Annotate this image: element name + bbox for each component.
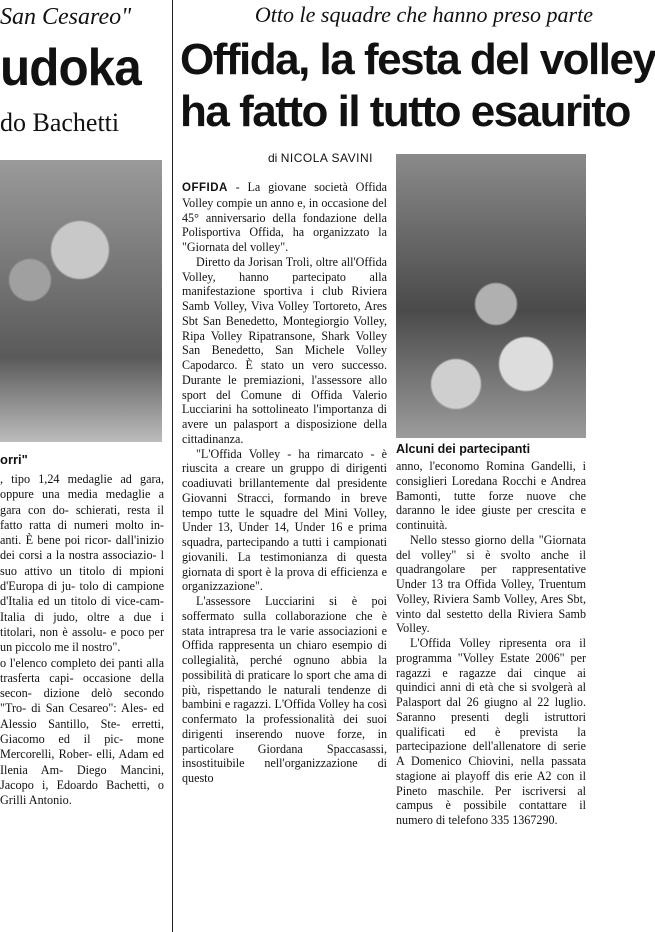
article-paragraph: Diretto da Jorisan Troli, oltre all'Offida Volley, hanno partecipato alla manifestazione sportiva i club Riviera Samb Volley, Viva Volley Tortoreto, Ares Sbt San Benedetto, Montegiorgio Volley, Ripa Volley Ripatransone, Shark Volley San Benedetto, San Michele Volley Capodarco. È stato un vero successo. Durante le premiazioni, l'assessore allo sport del Comune di Offida Valerio Lucciarini ha sottolineato l'importanza di avere un palasport a disposizione della cittadinanza. — [182, 254, 387, 446]
article-column-b — [396, 459, 586, 828]
article-paragraph: "L'Offida Volley - ha rimarcato - è riuscita a creare un gruppo di dirigenti coadiuvati brillantemente dal presidente Giovanni Stracci, formando in breve tempo tutte le squadre del Mini Volley, Under 13, Under 14, Under 16 e prima squadra, partecipando a tutti i campionati giovanili. La testimonianza di questa giornata di sport è la prova di efficienza e organizzazione". — [182, 446, 387, 594]
byline-author: NICOLA SAVINI — [280, 151, 373, 165]
article-kicker: Otto le squadre che hanno preso parte — [254, 2, 593, 27]
article-headline-line2: ha fatto il tutto esaurito — [180, 87, 630, 136]
article-headline-line1: Offida, la festa del volley — [180, 35, 655, 84]
left-article-paragraph: , tipo 1,24 medaglie ad gara, oppure una media medaglie a gara con do- schierati, resta il fatto ratta di numeri molto in- anti. È bene poi ricor- dall'inizio dei corsi a la nostra associazio- l suo attivo un titolo di mpioni d'Europa di ju- tolo di campione d'Italia ed un titolo di vice-cam- Italia di judo, oltre a due i titolari, non è assolu- e poco per un piccolo me il nostro". — [0, 472, 164, 655]
article-paragraph: L'Offida Volley ripresenta ora il programma "Volley Estate 2006" per ragazzi e ragazze dai cinque ai quindici anni di età che si svolgerà al Palasport dal 26 giugno al 22 luglio. Saranno presenti degli istruttori qualificati ed è prevista la partecipazione dell'allenatore di serie A Domenico Chiovini, nella passata stagione ai playoff dis erie A2 con il Pineto maschile. Per iscriversi al campus è possibile contattare il numero di telefono 335 1367290. — [396, 636, 586, 827]
article-paragraph: Nello stesso giorno della "Giornata del volley" si è svolto anche il quadrangolare per rappresentative Under 13 tra Offida Volley, Truentum Volley, Riviera Samb Volley, Ares Sbt, vinto dal sestetto della Riviera Samb Volley. — [396, 532, 586, 636]
article-lead: - La giovane società Offida Volley compie un anno e, in occasione del 45° anniversario della fondazione della Polisportiva Offida, ha organizzato la "Giornata del volley". — [182, 180, 387, 254]
article-byline — [268, 151, 373, 165]
left-article-paragraph: o l'elenco completo dei panti alla trasferta capi- occasione della secon- dizione delò secondo "Tro- di San Cesareo": Ales- ed Alessio Santillo, Ste- erretti, Giacomo ed il pic- mone Mercorelli, Rober- elli, Adam ed Ilenia Am- Diego Mancini, Jacopo i, Edoardo Bachetti, o Grilli Antonio. — [0, 655, 164, 808]
left-article-photo-caption: orri" — [0, 452, 28, 467]
article-paragraph: L'assessore Lucciarini si è poi soffermato sulla collaborazione che è stata intrapresa tra le varie associazioni e Offida rappresenta un chiaro esempio di collegialità, perché ognuno abbia la possibilità di praticare lo sport che ama di più, rispettando le naturali tendenze di bambini e ragazzi. L'Offida Volley ha così confermato la professionalità dei suoi dirigenti inserendo nuove forze, in particolare Giordana Spaccasassi, insostituibile nell'organizzazione di questo — [182, 594, 387, 785]
left-article-kicker: San Cesareo" — [0, 4, 132, 30]
byline-prefix: di — [268, 151, 278, 165]
article-place: OFFIDA — [182, 182, 228, 194]
article-column-a — [182, 180, 387, 786]
article-lead-paragraph — [182, 180, 387, 255]
left-article-subtitle: do Bachetti — [0, 108, 120, 137]
column-divider — [172, 0, 173, 932]
article-photo — [396, 154, 586, 438]
article-paragraph: anno, l'economo Romina Gandelli, i consiglieri Loredana Rocchi e Andrea Bamonti, tutte forze nuove che daranno le idee giuste per crescita e continuità. — [396, 459, 586, 532]
left-article-photo — [0, 160, 162, 442]
left-article-title: udoka — [0, 39, 141, 97]
article-photo-caption: Alcuni dei partecipanti — [396, 442, 531, 456]
left-article-body — [0, 472, 164, 809]
